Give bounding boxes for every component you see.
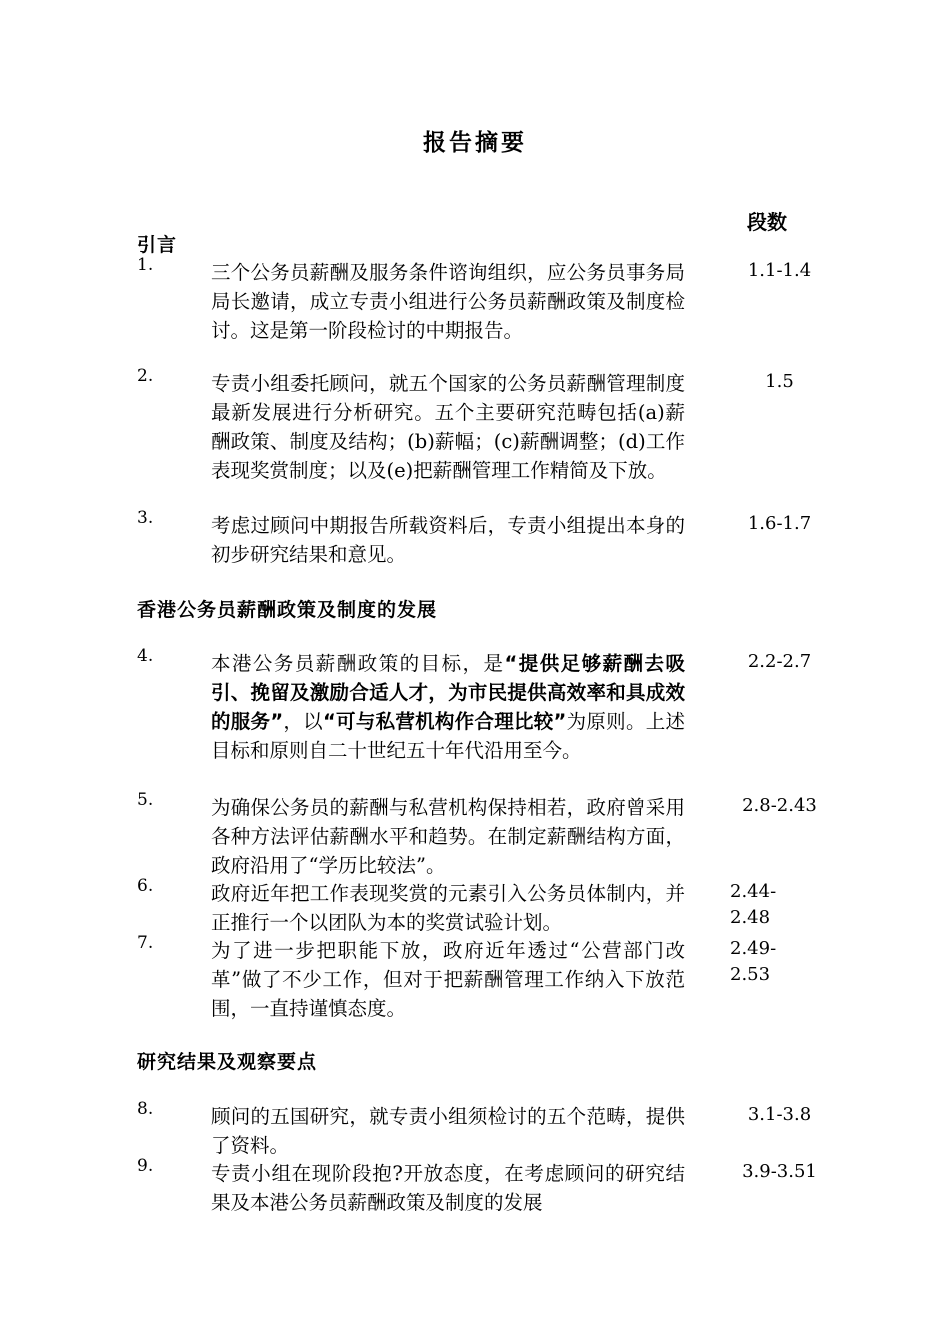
item-paragraph-ref: 1.5 xyxy=(765,371,794,392)
item-paragraph-ref: 1.6-1.7 xyxy=(747,513,812,534)
section-heading-findings: 研究结果及观察要点 xyxy=(137,1051,318,1073)
item-paragraph-ref: 2.8-2.43 xyxy=(742,795,817,816)
item-text-bold: “可与私营机构作合理比较” xyxy=(322,710,567,733)
item-text: 专责小组在现阶段抱?开放态度，在考虑顾问的研究结果及本港公务员薪酬政策及制度的发展 xyxy=(211,1162,685,1214)
item-text-part: ，以 xyxy=(283,710,323,733)
item-text: 政府近年把工作表现奖赏的元素引入公务员体制内，并正推行一个以团队为本的奖赏试验计划。 xyxy=(211,882,685,934)
section-heading-introduction: 引言 xyxy=(137,234,178,256)
item-number: 6. xyxy=(137,876,154,896)
paragraph-column-header: 段数 xyxy=(747,210,787,234)
item-text-part: 本港公务员薪酬政策的目标，是 xyxy=(211,652,505,675)
item-paragraph-ref: 1.1-1.4 xyxy=(747,260,812,281)
item-number: 7. xyxy=(137,933,154,953)
item-number: 5. xyxy=(137,790,154,810)
item-number: 4. xyxy=(137,646,154,666)
item-number: 9. xyxy=(137,1156,154,1176)
item-text: 考虑过顾问中期报告所载资料后，专责小组提出本身的初步研究结果和意见。 xyxy=(211,514,685,566)
item-text-bold: “提供足够薪酬去吸引、挽留及激励合适人才，为市民提供高效率和具成效的服务” xyxy=(211,652,685,733)
item-text: 专责小组委托顾问，就五个国家的公务员薪酬管理制度最新发展进行分析研究。五个主要研究范畴包括(a)薪酬政策、制度及结构；(b)薪幅；(c)薪酬调整；(d)工作表现奖赏制度；以及(e)把薪酬管理工作精简及下放。 xyxy=(211,372,685,482)
item-text xyxy=(211,649,685,765)
item-text-part: 为原则。上述目标和原则自二十世纪五十年代沿用至今。 xyxy=(211,710,685,762)
item-paragraph-ref: 2.2-2.7 xyxy=(747,651,812,672)
item-text: 为了进一步把职能下放，政府近年透过“公营部门改革”做了不少工作，但对于把薪酬管理工作纳入下放范围，一直持谨慎态度。 xyxy=(211,939,685,1020)
page-title: 报告摘要 xyxy=(423,130,527,156)
item-text: 为确保公务员的薪酬与私营机构保持相若，政府曾采用各种方法评估薪酬水平和趋势。在制定薪酬结构方面，政府沿用了“学历比较法”。 xyxy=(211,796,685,877)
item-number: 2. xyxy=(137,366,154,386)
item-text: 三个公务员薪酬及服务条件谘询组织，应公务员事务局局长邀请，成立专责小组进行公务员薪酬政策及制度检讨。这是第一阶段检讨的中期报告。 xyxy=(211,261,685,342)
item-paragraph-ref: 2.44-2.48 xyxy=(730,881,777,928)
item-number: 8. xyxy=(137,1099,154,1119)
item-paragraph-ref: 3.9-3.51 xyxy=(742,1161,817,1182)
item-paragraph-ref: 3.1-3.8 xyxy=(747,1104,812,1125)
item-number: 3. xyxy=(137,508,154,528)
section-heading-development: 香港公务员薪酬政策及制度的发展 xyxy=(137,599,438,621)
item-number: 1. xyxy=(137,255,154,275)
item-text: 顾问的五国研究，就专责小组须检讨的五个范畴，提供了资料。 xyxy=(211,1105,685,1157)
item-paragraph-ref: 2.49-2.53 xyxy=(730,938,777,985)
